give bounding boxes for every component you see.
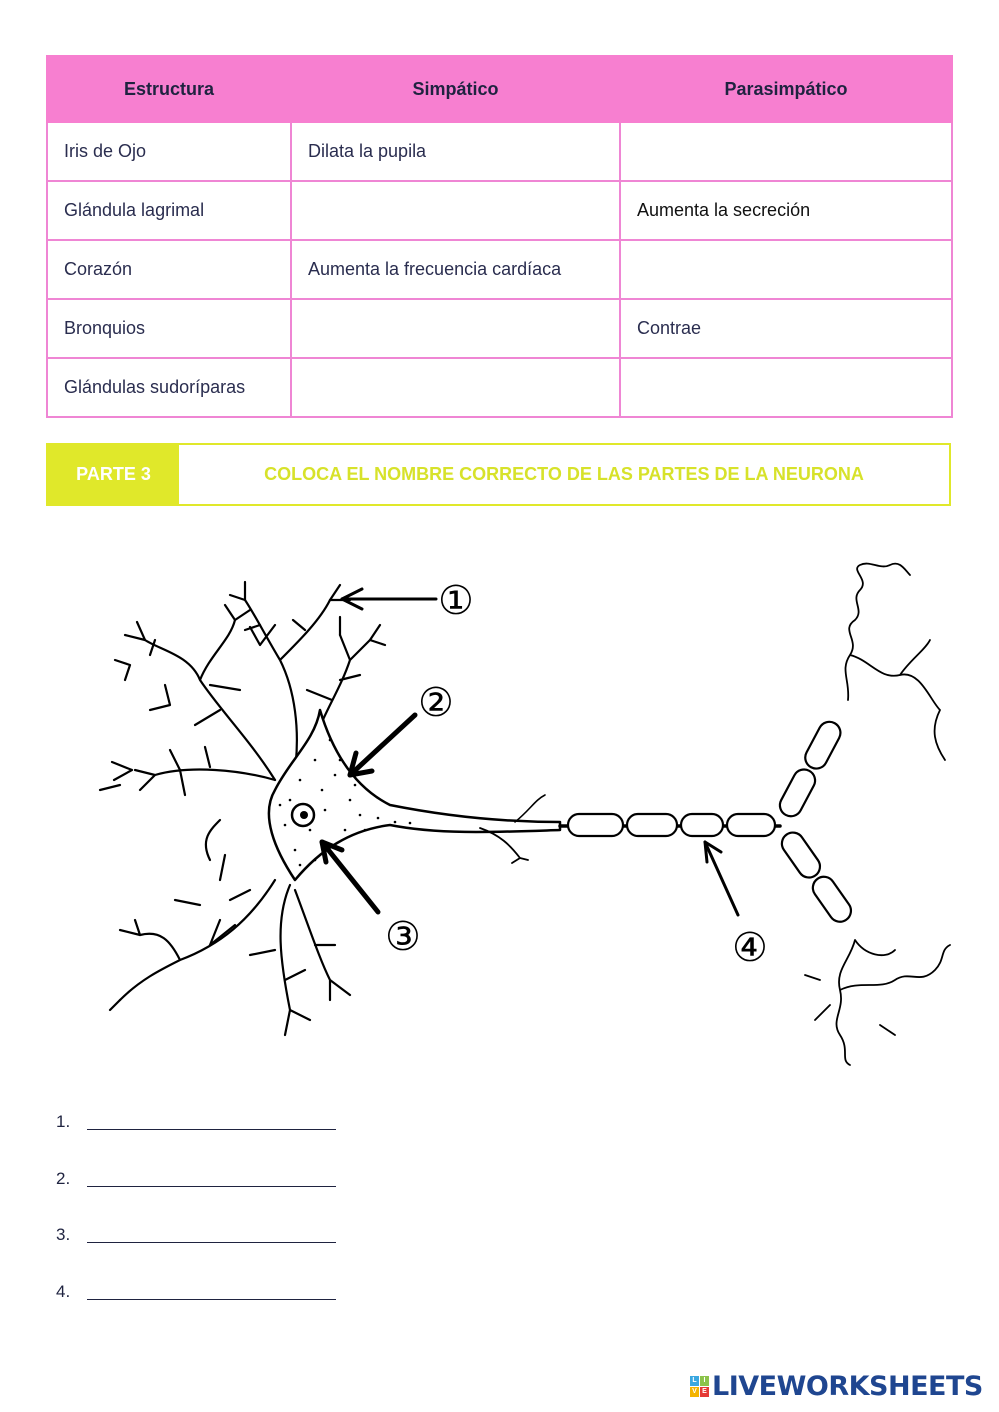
answer-number: 3. <box>56 1225 71 1244</box>
section-tag: PARTE 3 <box>48 445 179 504</box>
logo-mark-icon: L I V E <box>690 1376 709 1397</box>
section-banner <box>46 443 951 506</box>
callout-3: ③ <box>385 914 421 960</box>
answer-input-4[interactable] <box>87 1299 336 1300</box>
answer-number: 4. <box>56 1281 71 1301</box>
neuron-diagram <box>60 560 960 1070</box>
brand-name: LIVEWORKSHEETS <box>712 1371 983 1402</box>
header-simpatico: Simpático <box>291 56 620 122</box>
answer-number: 1. <box>56 1112 71 1131</box>
table-row <box>47 181 952 240</box>
arrow-4 <box>705 842 738 915</box>
answer-row <box>56 1104 336 1132</box>
callout-1: ① <box>438 578 474 624</box>
cell-estructura: Glándulas sudoríparas <box>47 358 291 417</box>
answer-row <box>56 1217 336 1245</box>
answer-input-1[interactable] <box>87 1129 336 1130</box>
answer-input-3[interactable] <box>87 1242 336 1243</box>
callout-4: ④ <box>732 925 768 971</box>
cell-simpatico[interactable] <box>291 299 620 358</box>
cell-estructura: Bronquios <box>47 299 291 358</box>
callout-2: ② <box>418 680 454 726</box>
myelin-sheath <box>568 718 855 926</box>
table-header-row <box>47 56 952 122</box>
cell-parasimpatico[interactable] <box>620 358 952 417</box>
arrow-2 <box>350 715 415 775</box>
answer-number: 2. <box>56 1168 71 1188</box>
arrow-3 <box>322 842 378 912</box>
cell-estructura: Glándula lagrimal <box>47 181 291 240</box>
liveworksheets-logo <box>690 1371 983 1402</box>
table-row <box>47 240 952 299</box>
cell-simpatico[interactable]: Aumenta la frecuencia cardíaca <box>291 240 620 299</box>
answer-row <box>56 1274 336 1302</box>
header-parasimpatico: Parasimpático <box>620 56 952 122</box>
arrow-1 <box>342 589 436 609</box>
cell-parasimpatico[interactable] <box>620 122 952 181</box>
answer-input-2[interactable] <box>87 1186 336 1187</box>
section-instruction: COLOCA EL NOMBRE CORRECTO DE LAS PARTES DE LA NEURONA <box>264 464 864 484</box>
cell-simpatico[interactable] <box>291 181 620 240</box>
table-row <box>47 299 952 358</box>
axon-terminals <box>805 564 950 1065</box>
table-row <box>47 122 952 181</box>
cell-parasimpatico[interactable]: Aumenta la secreción <box>620 181 952 240</box>
table-row <box>47 358 952 417</box>
cell-estructura: Iris de Ojo <box>47 122 291 181</box>
cell-simpatico[interactable] <box>291 358 620 417</box>
header-estructura: Estructura <box>47 56 291 122</box>
answer-row <box>56 1161 336 1189</box>
answer-list <box>56 1104 336 1330</box>
cell-parasimpatico[interactable]: Contrae <box>620 299 952 358</box>
cell-simpatico[interactable]: Dilata la pupila <box>291 122 620 181</box>
cell-estructura: Corazón <box>47 240 291 299</box>
autonomic-table <box>46 55 953 418</box>
cell-parasimpatico[interactable] <box>620 240 952 299</box>
